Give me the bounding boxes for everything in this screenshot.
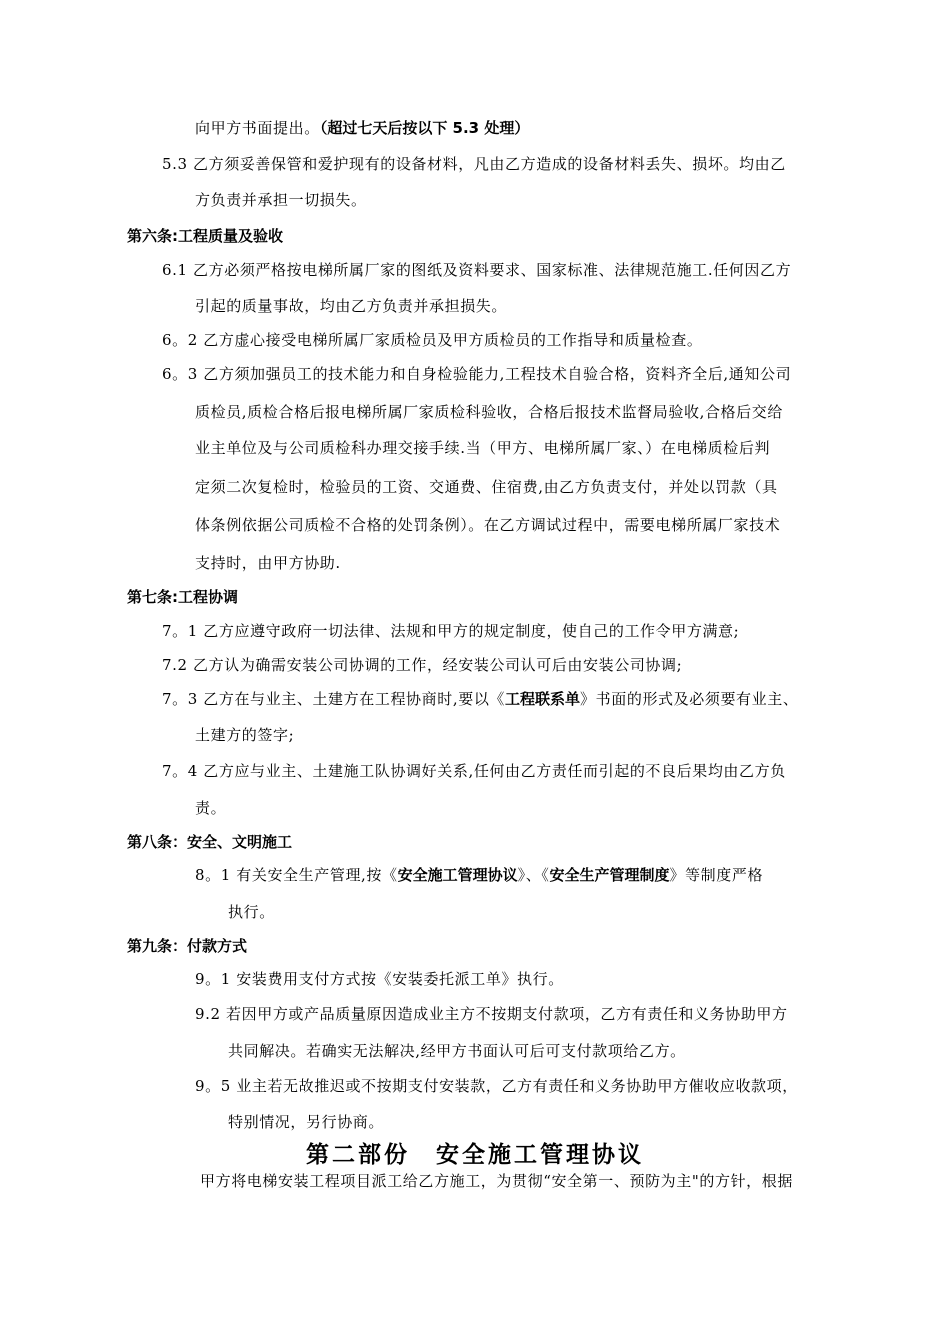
clause-6-1: 6.1 乙方必须严格按电梯所属厂家的图纸及资料要求、国家标准、法律规范施工.任何因乙方	[162, 261, 792, 279]
text-line: 定须二次复检时，检验员的工资、交通费、住宿费,由乙方负责支付，并处以罚款（具	[195, 478, 778, 496]
text-span: 》、《	[517, 866, 550, 884]
text-line: 方负责并承担一切损失。	[195, 191, 367, 209]
clause-9-5: 9。5 业主若无故推迟或不按期支付安装款，乙方有责任和义务协助甲方催收应收款项，	[195, 1077, 798, 1095]
text-line: 引起的质量事故，均由乙方负责并承担损失。	[195, 297, 508, 315]
text-line: 体条例依据公司质检不合格的处罚条例）。在乙方调试过程中，需要电梯所属厂家技术	[195, 516, 781, 534]
article-9-heading: 第九条：付款方式	[127, 937, 248, 955]
clause-7-1: 7。1 乙方应遵守政府一切法律、法规和甲方的规定制度，使自己的工作令甲方满意;	[162, 622, 740, 640]
text-line: 质检员,质检合格后报电梯所属厂家质检科验收，合格后报技术监督局验收,合格后交给	[195, 403, 783, 421]
text-line: 土建方的签字;	[195, 726, 295, 744]
doc-title-bold: 工程联系单	[505, 690, 581, 708]
text-line: 业主单位及与公司质检科办理交接手续.当（甲方、电梯所属厂家、）在电梯质检后判	[195, 439, 771, 457]
doc-title-bold: 安全生产管理制度	[549, 866, 670, 884]
clause-9-1: 9。1 安装费用支付方式按《安装委托派工单》执行。	[195, 970, 564, 988]
text-span: 》等制度严格	[669, 866, 764, 884]
text-line	[195, 118, 529, 138]
article-7-heading: 第七条:工程协调	[127, 588, 238, 606]
text-span: 向甲方书面提出。	[195, 119, 320, 137]
text-line: 共同解决。若确实无法解决,经甲方书面认可后可支付款项给乙方。	[228, 1042, 686, 1060]
article-8-heading: 第八条：安全、文明施工	[127, 833, 293, 851]
doc-title-bold: 安全施工管理协议	[397, 866, 518, 884]
text-line: 支持时，由甲方协助.	[195, 554, 341, 572]
text-line: 责。	[195, 799, 227, 817]
bold-note: （超过七天后按以下 5.3 处理）	[319, 119, 530, 137]
clause-5-3: 5.3 乙方须妥善保管和爱护现有的设备材料，凡由乙方造成的设备材料丢失、损坏。均由乙	[162, 155, 786, 173]
part-two-title: 第二部份 安全施工管理协议	[306, 1142, 644, 1168]
clause-8-1	[195, 865, 763, 885]
clause-7-3	[162, 689, 798, 709]
text-span: 7。3 乙方在与业主、土建方在工程协商时,要以《	[162, 690, 506, 708]
clause-9-2: 9.2 若因甲方或产品质量原因造成业主方不按期支付款项，乙方有责任和义务协助甲方	[195, 1005, 788, 1023]
text-span: 8。1 有关安全生产管理,按《	[195, 866, 398, 884]
text-span: 》书面的形式及必须要有业主、	[580, 690, 799, 708]
article-6-heading: 第六条:工程质量及验收	[127, 227, 283, 245]
clause-7-4: 7。4 乙方应与业主、土建施工队协调好关系,任何由乙方责任而引起的不良后果均由乙方负	[162, 762, 786, 780]
text-line: 特别情况，另行协商。	[228, 1113, 385, 1131]
clause-6-2: 6。2 乙方虚心接受电梯所属厂家质检员及甲方质检员的工作指导和质量检查。	[162, 331, 703, 349]
clause-6-3: 6。3 乙方须加强员工的技术能力和自身检验能力,工程技术自验合格，资料齐全后,通知公司	[162, 365, 792, 383]
intro-paragraph-line: 甲方将电梯安装工程项目派工给乙方施工，为贯彻“安全第一、预防为主"的方针，根据	[200, 1172, 793, 1190]
text-line: 执行。	[228, 903, 275, 921]
clause-7-2: 7.2 乙方认为确需安装公司协调的工作，经安装公司认可后由安装公司协调;	[162, 656, 683, 674]
